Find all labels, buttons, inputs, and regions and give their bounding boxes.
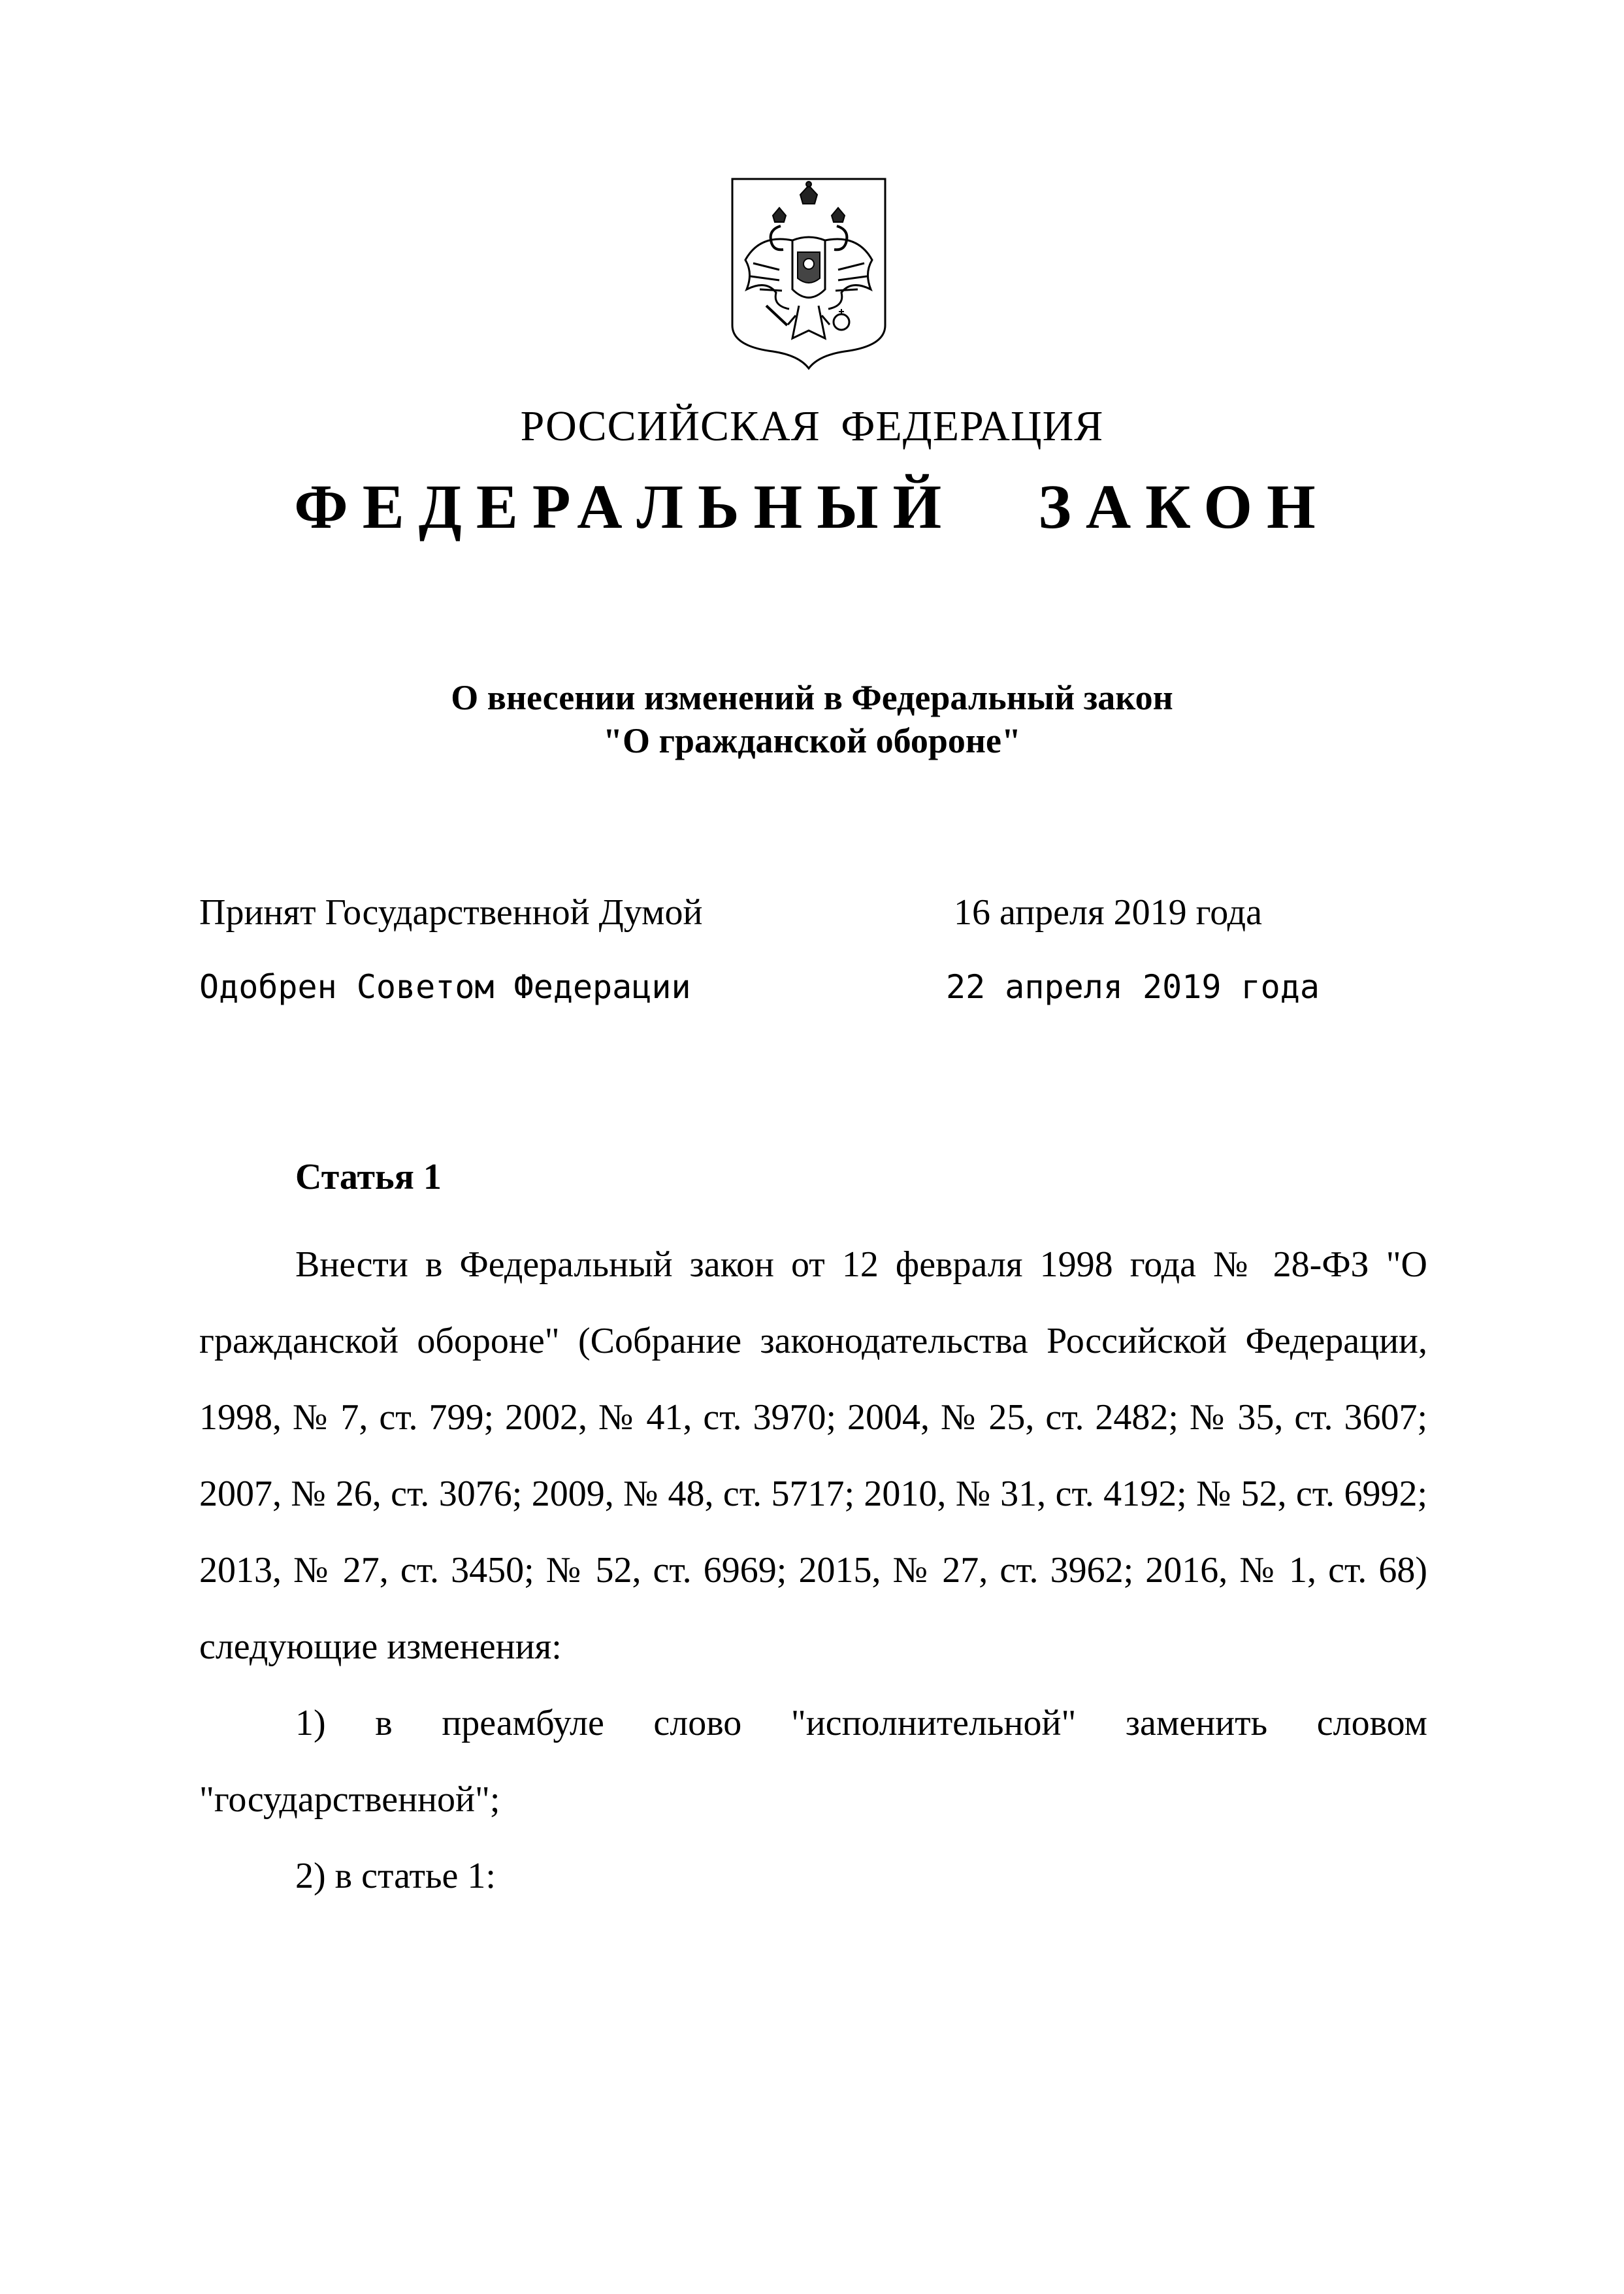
adoption-label: Принят Государственной Думой — [199, 892, 703, 933]
law-title-line: "О гражданской обороне" — [603, 721, 1021, 760]
article-body — [199, 1227, 1427, 1914]
article-paragraph: 1) в преамбуле слово "исполнительной" заменить словом "государственной"; — [199, 1703, 1427, 1820]
article-heading: Статья 1 — [295, 1157, 442, 1197]
document-type-heading: ФЕДЕРАЛЬНЫЙ ЗАКОН — [294, 472, 1330, 541]
adoption-date: 22 апреля 2019 года — [946, 968, 1320, 1006]
article-paragraph: Внести в Федеральный закон от 12 февраля 1998 года № 28-ФЗ "О гражданской обороне" (Собрание законодательства Российской Федерации, 1998, № 7, ст. 799; 2002, № 41, ст. 3970; 2004, № 25, ст. 2482; № 35, ст. 3607; 2007, № 26, ст. 3076; 2009, № 48, ст. 5717; 2010, № 31, ст. 4192; № 52, ст. 6992; 2013, № 27, ст. 3450; № 52, ст. 6969; 2015, № 27, ст. 3962; 2016, № 1, ст. 68) следующие изменения: — [199, 1244, 1427, 1667]
coat-of-arms-emblem-icon — [727, 175, 890, 371]
adoption-date: 16 апреля 2019 года — [954, 892, 1262, 933]
adoption-label: Одобрен Советом Федерации — [199, 968, 691, 1006]
law-title-line: О внесении изменений в Федеральный закон — [451, 678, 1173, 717]
law-title — [0, 676, 1624, 762]
country-name: РОССИЙСКАЯ ФЕДЕРАЦИЯ — [520, 402, 1104, 450]
article-paragraph: 2) в статье 1: — [295, 1856, 496, 1896]
